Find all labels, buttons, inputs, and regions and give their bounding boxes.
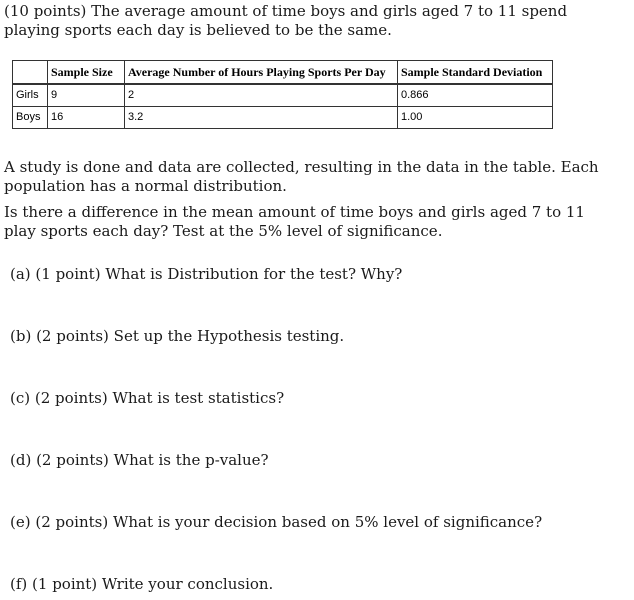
study-description: A study is done and data are collected, resulting in the data in the table. Each population has a normal distribution. — [4, 158, 599, 195]
boys-sample-size: 16 — [48, 107, 125, 129]
question-part-a: (a) (1 point) What is Distribution for the test? Why? — [10, 265, 403, 283]
girls-average-hours: 2 — [125, 84, 398, 107]
problem-intro: (10 points) The average amount of time boys and girls aged 7 to 11 spend playing sports each day is believed to be the same. — [4, 2, 568, 39]
question-part-b: (b) (2 points) Set up the Hypothesis testing. — [10, 327, 345, 345]
boys-std-dev: 1.00 — [398, 107, 553, 129]
question-part-e: (e) (2 points) What is your decision based on 5% level of significance? — [10, 513, 543, 531]
table-header-blank — [13, 61, 48, 85]
question-part-d: (d) (2 points) What is the p-value? — [10, 451, 269, 469]
table-header-std-dev: Sample Standard Deviation — [398, 61, 553, 85]
table-header-row — [13, 61, 553, 85]
data-table — [12, 60, 553, 129]
row-label-boys: Boys — [13, 107, 48, 129]
question-part-c: (c) (2 points) What is test statistics? — [10, 389, 285, 407]
table-row — [13, 107, 553, 129]
table-header-sample-size: Sample Size — [48, 61, 125, 85]
table-row — [13, 84, 553, 107]
row-label-girls: Girls — [13, 84, 48, 107]
question-part-f: (f) (1 point) Write your conclusion. — [10, 575, 274, 593]
girls-sample-size: 9 — [48, 84, 125, 107]
girls-std-dev: 0.866 — [398, 84, 553, 107]
table-header-average-hours: Average Number of Hours Playing Sports Per Day — [125, 61, 398, 85]
main-question: Is there a difference in the mean amount of time boys and girls aged 7 to 11 play sports each day? Test at the 5% level of significance. — [4, 203, 585, 240]
boys-average-hours: 3.2 — [125, 107, 398, 129]
